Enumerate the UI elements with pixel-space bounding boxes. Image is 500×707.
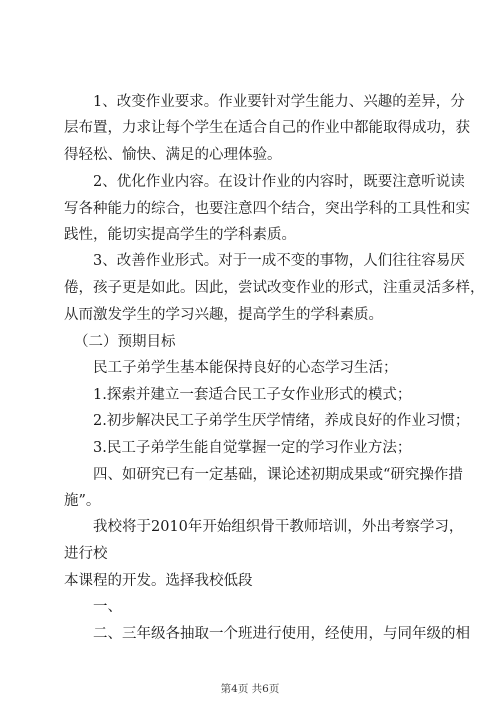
body-line-6: 践性，能切实提高学生的学科素质。	[64, 227, 296, 243]
body-line-5: 写各种能力的综合，也要注意四个结合，突出学科的工具性和实	[64, 201, 470, 217]
list-item-3: 3.民工子弟学生能自觉掌握一定的学习作业方法；	[93, 440, 412, 456]
body-line-1: 1、改变作业要求。作业要针对学生能力、兴趣的差异，分	[93, 94, 465, 110]
body-line-16: 施”。	[64, 493, 101, 509]
body-line-3: 得轻松、愉快、满足的心理体验。	[64, 147, 282, 163]
body-line-11: 民工子弟学生基本能保持良好的心态学习生活；	[93, 360, 398, 376]
body-line-18: 进行校	[64, 546, 108, 562]
body-line-15: 四、如研究已有一定基础，课论述初期成果或“研究操作措	[93, 467, 463, 483]
body-line-21: 二、三年级各抽取一个班进行使用，经使用，与同年级的相	[93, 626, 470, 642]
body-line-4: 2、优化作业内容。在设计作业的内容时，既要注意听说读	[93, 174, 465, 190]
page-number-footer: 第4页 共6页	[220, 683, 280, 695]
body-line-2: 层布置，力求让每个学生在适合自己的作业中都能取得成功，获	[64, 120, 470, 136]
body-line-8: 倦，孩子更是如此。因此，尝试改变作业的形式，注重灵活多样，	[64, 280, 485, 296]
section-heading: （二）预期目标	[74, 334, 176, 350]
list-item-1: 1.探索并建立一套适合民工子女作业形式的模式；	[93, 387, 412, 403]
body-line-17: 我校将于2010年开始组织骨干教师培训，外出考察学习，	[93, 519, 464, 535]
body-line-19: 本课程的开发。选择我校低段	[64, 573, 253, 589]
list-item-2: 2.初步解决民工子弟学生厌学情绪，养成良好的作业习惯；	[93, 413, 470, 429]
body-line-20: 一、	[93, 599, 122, 615]
body-line-7: 3、改善作业形式。对于一成不变的事物，人们往往容易厌	[93, 253, 465, 269]
body-line-9: 从而激发学生的学习兴趣，提高学生的学科素质。	[64, 307, 383, 323]
